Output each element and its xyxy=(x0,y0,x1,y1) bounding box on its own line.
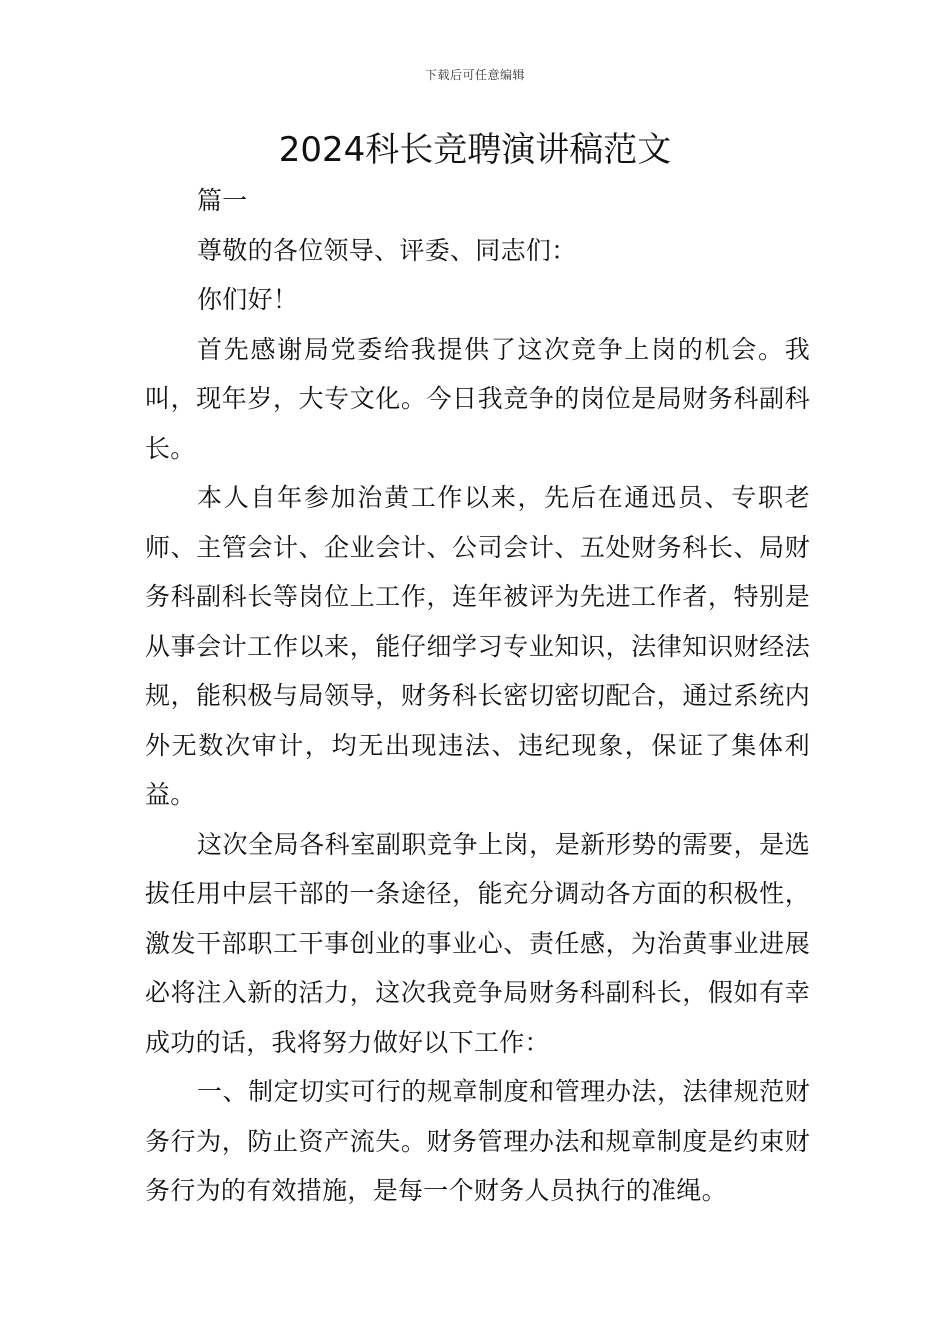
header-note: 下载后可任意编辑 xyxy=(424,68,525,82)
document-body xyxy=(145,176,810,1216)
document-title: 2024科长竞聘演讲稿范文 xyxy=(278,130,672,170)
paragraph-motivation: 这次全局各科室副职竞争上岗，是新形势的需要，是选拔任用中层干部的一条途径，能充分调动各方面的积极性，激发干部职工干事创业的事业心、责任感，为治黄事业进展必将注入新的活力，这次我竞争局财务科副科长，假如有幸成功的话，我将努力做好以下工作： xyxy=(145,829,810,1057)
paragraph-salutation: 尊敬的各位领导、评委、同志们： xyxy=(197,235,577,265)
paragraph-greeting: 你们好！ xyxy=(197,285,299,314)
paragraph-section-label: 篇一 xyxy=(197,186,248,215)
paragraph-introduction: 首先感谢局党委给我提供了这次竞争上岗的机会。我叫，现年岁，大专文化。今日我竞争的岗位是局财务科副科长。 xyxy=(145,334,810,463)
paragraph-experience: 本人自年参加治黄工作以来，先后在通迅员、专职老师、主管会计、企业会计、公司会计、五处财务科长、局财务科副科长等岗位上工作，连年被评为先进工作者，特别是从事会计工作以来，能仔细学习专业知识，法律知识财经法规，能积极与局领导，财务科长密切密切配合，通过系统内外无数次审计，均无出现违法、违纪现象，保证了集体利益。 xyxy=(145,483,810,809)
paragraph-plan-one: 一、制定切实可行的规章制度和管理办法，法律规范财务行为，防止资产流失。财务管理办法和规章制度是约束财务行为的有效措施，是每一个财务人员执行的准绳。 xyxy=(145,1077,810,1205)
